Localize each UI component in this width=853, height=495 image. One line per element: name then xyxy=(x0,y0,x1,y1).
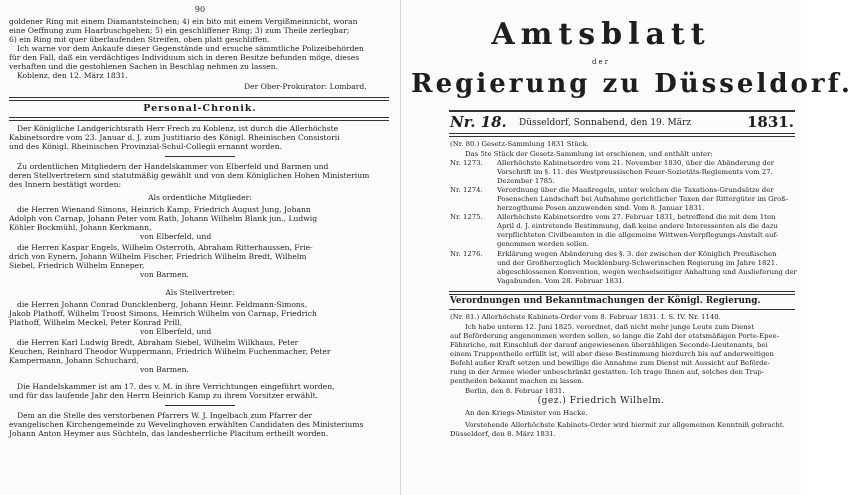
closing-line: und für das laufende Jahr den Herrn Heinrich Kamp zu ihrem Vorsitzer erwählt. xyxy=(9,391,319,400)
divider xyxy=(165,405,235,406)
gs-entry-number: Nr. 1276. xyxy=(450,250,483,258)
gs-entry-line: Vorschrift im §. 11. des Westpreussischen Feuer-Sozietäts-Reglements vom 27. xyxy=(497,168,773,176)
issue-number: Nr. 18. xyxy=(450,113,507,131)
page-number: 90 xyxy=(194,5,206,14)
deputies-line: die Herren Karl Ludwig Bredt, Abraham Siebel, Wilhelm Wilkhaus, Peter xyxy=(17,338,299,347)
section-divider xyxy=(449,309,795,310)
gs-entry-number: Nr. 1275. xyxy=(450,213,483,221)
gs-heading: (Nr. 80.) Gesetz-Sammlung 1831 Stück. xyxy=(450,140,589,148)
intro-line: für den Fall, daß ein verdächtiges Individuum sich in deren Besitze befunden möge, dieses xyxy=(9,53,360,62)
signature: Der Ober-Prokurator: Lombard. xyxy=(244,82,367,91)
chronik-line: und des Königl. Rheinischen Provinzial-Schul-Collegii ernannt worden. xyxy=(9,142,283,151)
deputies-line: Keuchen, Reinhard Theodor Wuppermann, Friedrich Wilhelm Fuchenmacher, Peter xyxy=(9,347,331,356)
masthead-rule xyxy=(449,110,795,112)
deputies-line: Jakob Plathoff, Wilhelm Troost Simons, Heinrich Wilhelm von Carnap, Friedrich xyxy=(9,309,317,318)
members-line: die Herren Kaspar Engels, Wilhelm Osterroth, Abraham Ritterhaussen, Frie- xyxy=(17,243,313,252)
closing-line: Die Handelskammer ist am 17. des v. M. in ihre Verrichtungen eingeführt worden, xyxy=(17,382,335,391)
gs-entry-number: Nr. 1273. xyxy=(450,159,483,167)
masthead-subtitle: Regierung zu Düsseldorf. xyxy=(411,69,853,99)
intro-line: goldener Ring mit einem Diamantsteinchen; 4) ein bito mit einem Vergißmeinnicht, woran xyxy=(9,17,358,26)
gs-entry-line: herzogthume Posen anzuwenden sind. Vom 8. Januar 1831. xyxy=(497,204,705,212)
decree-heading: (Nr. 81.) Allerhöchste Kabinets-Order vom 8. Februar 1831. I. S. IV. Nr. 1140. xyxy=(450,313,721,321)
closing-line: Vorstehende Allerhöchste Kabinets-Order wird hiermit zur allgemeinen Kenntniß gebracht. xyxy=(465,421,785,429)
decree-addressee: An den Kriegs-Minister von Hacke. xyxy=(465,409,588,417)
final-line: Dem an die Stelle des verstorbenen Pfarrers W. J. Ingelbach zum Pfarrer der xyxy=(17,411,313,420)
members-line: Adolph von Carnap, Johann Peter vom Rath, Johann Wilhelm Blank jun., Ludwig xyxy=(9,214,318,223)
elected-line: des Innern bestätigt worden: xyxy=(9,180,122,189)
dateline: Koblenz, den 12. März 1831. xyxy=(17,71,128,80)
gs-entry-line: verpflichteten Civilbeamten in die allgemeine Wittwen-Verpflegungs-Anstalt auf- xyxy=(497,231,779,239)
decree-dateline: Berlin, den 8. Februar 1831. xyxy=(465,387,565,395)
deputies-line: Kampermann, Johann Schuchard, xyxy=(9,356,139,365)
gs-entry-line: Allerhöchste Kabinetsordre vom 27. Februar 1831, betreffend die mit dem 1ten xyxy=(497,213,776,221)
deputies-line: von Elberfeld, und xyxy=(140,327,212,336)
section-title: Personal-Chronik. xyxy=(143,103,257,114)
decree-line: auf Beförderung angenommen werden sollen, so lange die Zahl der etatsmäßigen Porte-Epee- xyxy=(450,332,780,340)
issue-year: 1831. xyxy=(747,113,794,131)
elected-line: Zu ordentlichen Mitgliedern der Handelskammer von Elberfeld und Barmen und xyxy=(17,162,329,171)
decree-line: Befehl außer Kraft setzen und bewillige die Annahme zum Dienst mit Aussicht auf Beförde- xyxy=(450,359,770,367)
decree-line: rung in der Armee wieder unbeschränkt gestatten. Ich trage Ihnen auf, solches den Trup- xyxy=(450,368,765,376)
deputies-line: von Barmen. xyxy=(140,365,189,374)
decree-line: Ich habe unterm 12. Juni 1825. verordnet, daß nicht mehr junge Leute zum Dienst xyxy=(465,323,754,331)
final-line: evangelischen Kirchengemeinde zu Wevelinghoven erwählten Candidaten des Ministeriums xyxy=(9,420,364,429)
deputies-line: die Herren Johann Conrad Duncklenberg, Johann Heinr. Feldmann-Simons, xyxy=(17,300,308,309)
decree-signature: (gez.) Friedrich Wilhelm. xyxy=(537,396,665,406)
intro-line: verhaften und die gestohlenen Sachen in Beschlag nehmen zu lassen. xyxy=(9,62,279,71)
section-divider xyxy=(449,291,795,295)
gs-entry-line: Verordnung über die Maaßregeln, unter welchen die Taxations-Grundsätze der xyxy=(497,186,774,194)
members-line: von Elberfeld, und xyxy=(140,232,212,241)
issue-place-date: Düsseldorf, Sonnabend, den 19. März xyxy=(519,118,692,128)
final-line: Johann Anton Heymer aus Süchteln, das landesherrliche Placitum ertheilt worden. xyxy=(9,429,329,438)
members-line: Siebel, Friedrich Wilhelm Enneper, xyxy=(9,261,145,270)
closing-line: Düsseldorf, den 8. März 1831. xyxy=(450,430,556,438)
intro-line: 6) ein Ring mit quer überlaufenden Streifen, oben platt geschliffen. xyxy=(9,35,270,44)
gs-entry-line: April d. J. eintretende Bestimmung, daß keine andere Interessenten als die dazu xyxy=(497,222,778,230)
gs-entry-line: genommen werden sollen. xyxy=(497,240,590,248)
gs-entry-line: Erklärung wegen Abänderung des §. 3. der zwischen der Königlich Preußischen xyxy=(497,250,777,258)
section-heading: Verordnungen und Bekanntmachungen der Königl. Regierung. xyxy=(450,296,761,306)
masthead-title: Amtsblatt xyxy=(491,17,711,52)
section-divider xyxy=(9,97,389,101)
members-line: Köhler Bockmühl, Johann Kerkmann, xyxy=(9,223,152,232)
decree-line: Fähnriche, mit Einschluß der darauf angewiesenen überzähligen Seconde-Lieutenants, bei xyxy=(450,341,768,349)
members-line: die Herren Wienand Simons, Heinrich Kamp, Friedrich August Jung, Johann xyxy=(17,205,311,214)
divider xyxy=(165,156,235,157)
deputies-heading: Als Stellvertreter: xyxy=(165,288,235,297)
gs-entry-line: Posenschen Landschaft bei Aufnahme gerichtlicher Taxen der Rittergüter im Groß- xyxy=(497,195,789,203)
deputies-line: Plathoff, Wilhelm Meckel, Peter Konrad Prill, xyxy=(9,318,183,327)
chronik-line: Kabinetsordre vom 23. Januar d. J. zum Justitiario des Königl. Rheinischen Consistorii xyxy=(9,133,340,142)
members-heading: Als ordentliche Mitglieder: xyxy=(148,193,252,202)
gs-intro: Das 5te Stück der Gesetz-Sammlung ist erschienen, und enthält unter: xyxy=(465,150,713,158)
intro-line: Ich warne vor dem Ankaufe dieser Gegenstände und ersuche sämmtliche Polizeibehörden xyxy=(17,44,364,53)
intro-line: eine Oeffnung zum Haarbuschgehen; 5) ein geschliffener Ring; 3) zum Theile zerlegbar; xyxy=(9,26,350,35)
section-divider xyxy=(9,117,389,121)
gs-entry-number: Nr. 1274. xyxy=(450,186,483,194)
members-line: drich von Eynern, Johann Wilhelm Fischer, Friedrich Wilhelm Bredt, Wilhelm xyxy=(9,252,307,261)
gs-entry-line: Dezember 1785. xyxy=(497,177,555,185)
decree-line: pentheilen bekannt machen zu lassen. xyxy=(450,377,584,385)
elected-line: deren Stellvertretern sind statutmäßig gewählt und von dem Königlichen Hohen Ministerium xyxy=(9,171,370,180)
gs-entry-line: abgeschlossenen Konvention, wegen wechselseitiger Anhaltung und Auslieferung der xyxy=(497,268,797,276)
gs-entry-line: und der Großherzoglich Mecklenburg-Schwerinschen Regierung im Jahre 1821. xyxy=(497,259,778,267)
members-line: von Barmen. xyxy=(140,270,189,279)
right-page xyxy=(400,0,853,495)
masthead-rule xyxy=(449,133,795,137)
decree-line: einem Truppentheile erfüllt ist, will aber diese Bestimmung hierdurch bis auf anderweitigen xyxy=(450,350,774,358)
left-page xyxy=(0,0,400,495)
gs-entry-line: Vagabunden. Vom 28. Februar 1831. xyxy=(497,277,625,285)
gs-entry-line: Allerhöchste Kabinetsordre vom 21. November 1830, über die Abänderung der xyxy=(497,159,775,167)
chronik-line: Der Königliche Landgerichtsrath Herr Frech zu Koblenz, ist durch die Allerhöchste xyxy=(17,124,339,133)
masthead-der: der xyxy=(592,58,610,66)
